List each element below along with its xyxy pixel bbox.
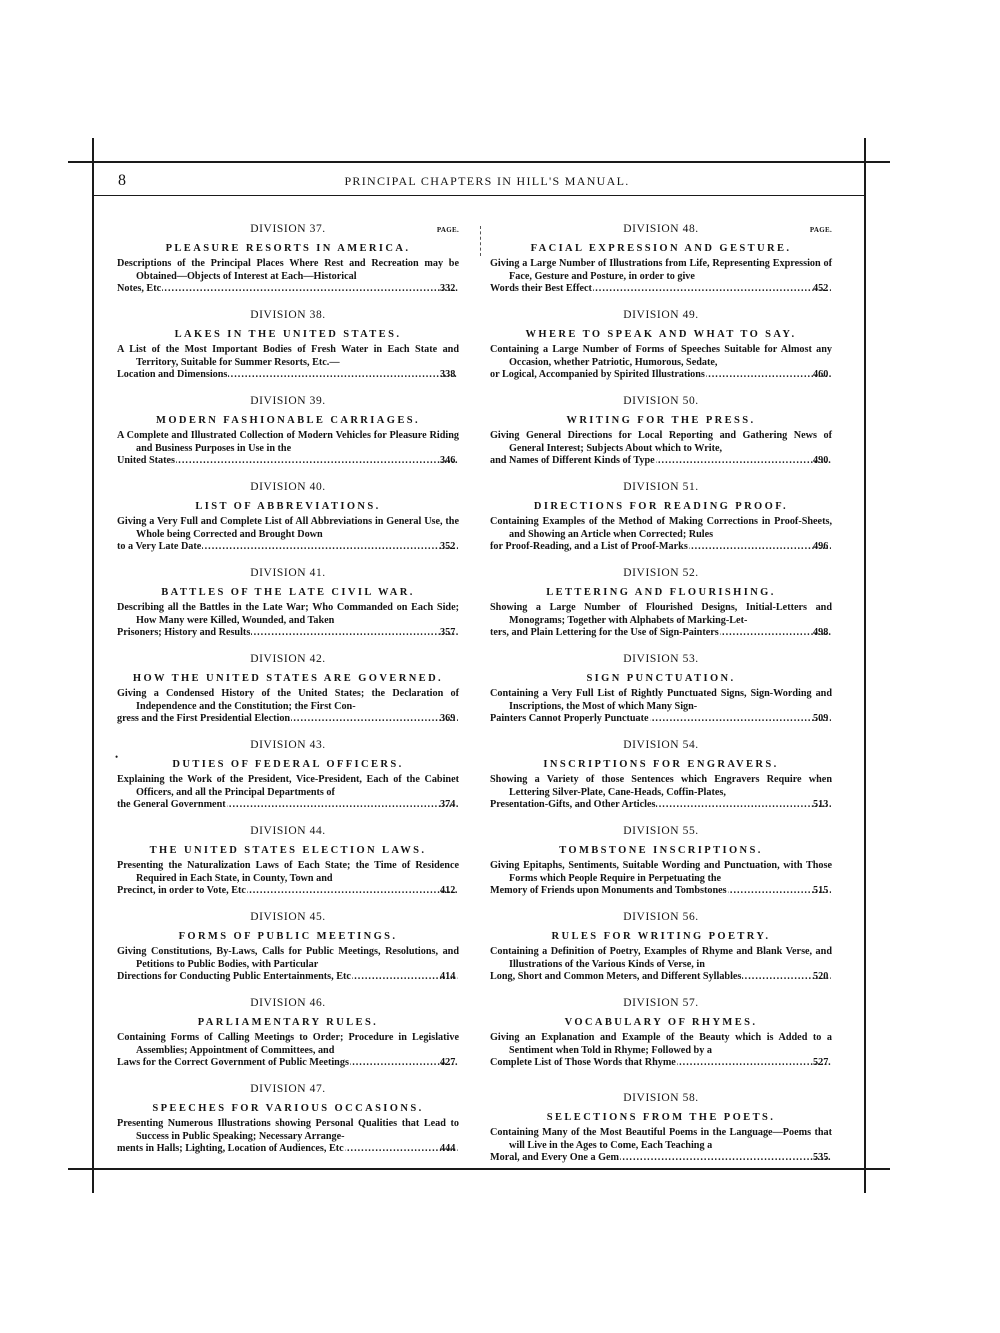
chapter-description	[117, 602, 459, 640]
toc-entry	[490, 996, 832, 1070]
dot-leader	[689, 541, 831, 554]
description-last-line: Location and Dimensions ..... 338	[136, 369, 459, 382]
description-final-words: Long, Short and Common Meters, and Different Syllables	[490, 971, 742, 983]
chapter-description	[490, 946, 832, 984]
toc-entry	[490, 824, 832, 898]
chapter-title: TOMBSTONE INSCRIPTIONS.	[559, 845, 763, 856]
chapter-description	[117, 774, 459, 812]
description-final-words: ments in Halls; Lighting, Location of Audiences, Etc	[117, 1143, 344, 1155]
description-text: Containing a Very Full List of Rightly Punctuated Signs, Sign-Wording and Inscriptions, the Most of which Many Sign-	[490, 688, 832, 712]
division-label: DIVISION 46.	[250, 997, 326, 1009]
chapter-title: PLEASURE RESORTS IN AMERICA.	[165, 243, 411, 254]
division-number	[490, 394, 832, 408]
description-text: Containing Forms of Calling Meetings to Order; Procedure in Legislative Assemblies; Appointment of Committees, and	[117, 1032, 459, 1056]
dot-leader	[176, 455, 458, 468]
division-label: DIVISION 48.	[623, 223, 699, 235]
description-last-line: Moral, and Every One a Gem ..... 535	[509, 1152, 832, 1165]
description-text: A Complete and Illustrated Collection of Modern Vehicles for Pleasure Riding and Business Purposes in Use in the	[117, 430, 459, 454]
description-final-words: Words their Best Effect	[490, 283, 592, 295]
chapter-description	[117, 430, 459, 468]
stray-mark-icon: •	[115, 752, 119, 762]
description-final-words: United States	[117, 455, 176, 467]
description-last-line: ters, and Plain Lettering for the Use of Sign-Painters ..... 498	[509, 627, 832, 640]
description-text: Presenting the Naturalization Laws of Each State; the Time of Residence Required in Each State, in County, Town and	[117, 860, 459, 884]
chapter-description	[490, 516, 832, 554]
description-last-line: Long, Short and Common Meters, and Different Syllables ..... 520	[509, 971, 832, 984]
dot-leader	[202, 541, 458, 554]
description-last-line: or Logical, Accompanied by Spirited Illustrations ..... 460	[509, 369, 832, 382]
division-number	[490, 910, 832, 924]
division-label: DIVISION 58.	[623, 1092, 699, 1104]
toc-entry	[490, 394, 832, 468]
chapter-title: WHERE TO SPEAK AND WHAT TO SAY.	[525, 329, 797, 340]
chapter-description	[490, 774, 832, 812]
division-label: DIVISION 44.	[250, 825, 326, 837]
division-number	[490, 308, 832, 322]
division-number	[117, 1082, 459, 1096]
bottom-border-rule	[68, 1168, 890, 1170]
top-border-rule	[68, 161, 890, 163]
chapter-description	[117, 1118, 459, 1156]
division-label: DIVISION 52.	[623, 567, 699, 579]
toc-entry	[117, 308, 459, 382]
toc-entry	[117, 480, 459, 554]
dot-leader	[656, 799, 831, 812]
description-text: Giving a Very Full and Complete List of All Abbreviations in General Use, the Whole being Corrected and Brought Down	[117, 516, 459, 540]
chapter-description	[117, 344, 459, 382]
column-divider	[480, 226, 481, 256]
chapter-description	[490, 602, 832, 640]
toc-entry	[490, 910, 832, 984]
chapter-description	[117, 946, 459, 984]
description-last-line: and Names of Different Kinds of Type ..... 490	[509, 455, 832, 468]
description-text: Containing a Large Number of Forms of Speeches Suitable for Almost any Occasion, whether Patriotic, Humorous, Sedate,	[490, 344, 832, 368]
description-last-line: Notes, Etc ..... 332	[136, 283, 459, 296]
description-last-line: Laws for the Correct Government of Public Meetings ..... 427	[136, 1057, 459, 1070]
dot-leader	[650, 713, 831, 726]
chapter-description	[117, 860, 459, 898]
dot-leader	[677, 1057, 831, 1070]
description-text: Giving a Condensed History of the United States; the Declaration of Independence and the Constitution; the First Con-	[117, 688, 459, 712]
chapter-description	[490, 430, 832, 468]
page-number: 8	[118, 172, 126, 189]
description-final-words: ters, and Plain Lettering for the Use of Sign-Painters	[490, 627, 719, 639]
chapter-title: FACIAL EXPRESSION AND GESTURE.	[530, 243, 792, 254]
division-number	[490, 222, 832, 236]
division-label: DIVISION 45.	[250, 911, 326, 923]
chapter-title: LETTERING AND FLOURISHING.	[546, 587, 776, 598]
toc-entry	[117, 996, 459, 1070]
description-final-words: Precinct, in order to Vote, Etc	[117, 885, 246, 897]
dot-leader	[620, 1152, 831, 1165]
page-column-label: PAGE.	[809, 226, 832, 234]
description-text: Containing a Definition of Poetry, Examples of Rhyme and Blank Verse, and Illustrations of the Various Kinds of Verse, in	[490, 946, 832, 970]
chapter-title: LIST OF ABBREVIATIONS.	[195, 501, 381, 512]
toc-entry	[490, 222, 832, 296]
chapter-description	[490, 1032, 832, 1070]
division-label: DIVISION 42.	[250, 653, 326, 665]
dot-leader	[291, 713, 458, 726]
dot-leader	[251, 627, 458, 640]
chapter-description	[490, 1127, 832, 1165]
division-label: DIVISION 47.	[250, 1083, 326, 1095]
division-number	[490, 1091, 832, 1105]
description-text: Giving Constitutions, By-Laws, Calls for Public Meetings, Resolutions, and Petitions to Public Bodies, with Particular	[117, 946, 459, 970]
description-final-words: Memory of Friends upon Monuments and Tombstones	[490, 885, 727, 897]
header-underline	[92, 195, 866, 196]
toc-entry	[117, 738, 459, 812]
chapter-title: DUTIES OF FEDERAL OFFICERS.	[172, 759, 404, 770]
division-label: DIVISION 57.	[623, 997, 699, 1009]
toc-entry	[490, 480, 832, 554]
description-final-words: Presentation-Gifts, and Other Articles	[490, 799, 656, 811]
division-number	[117, 652, 459, 666]
chapter-title: MODERN FASHIONABLE CARRIAGES.	[156, 415, 420, 426]
chapter-title: SPEECHES FOR VARIOUS OCCASIONS.	[152, 1103, 424, 1114]
division-label: DIVISION 56.	[623, 911, 699, 923]
chapter-title: PARLIAMENTARY RULES.	[197, 1017, 379, 1028]
description-last-line: for Proof-Reading, and a List of Proof-Marks ..... 496	[509, 541, 832, 554]
division-number	[490, 738, 832, 752]
description-last-line: Prisoners; History and Results ..... 357	[136, 627, 459, 640]
chapter-title: THE UNITED STATES ELECTION LAWS.	[149, 845, 427, 856]
division-number	[490, 566, 832, 580]
description-last-line: United States ..... 346	[136, 455, 459, 468]
description-final-words: and Names of Different Kinds of Type	[490, 455, 655, 467]
toc-entry	[490, 308, 832, 382]
right-border-rule	[864, 138, 866, 1193]
division-number	[117, 824, 459, 838]
chapter-title: HOW THE UNITED STATES ARE GOVERNED.	[132, 673, 444, 684]
division-label: DIVISION 38.	[250, 309, 326, 321]
description-text: Showing a Variety of those Sentences which Engravers Require when Lettering Silver-Plate, Cane-Heads, Coffin-Plates,	[490, 774, 832, 798]
division-number	[117, 738, 459, 752]
description-final-words: Location and Dimensions	[117, 369, 228, 381]
description-final-words: Notes, Etc	[117, 283, 162, 295]
dot-leader	[247, 885, 458, 898]
toc-entry	[117, 222, 459, 296]
division-label: DIVISION 39.	[250, 395, 326, 407]
description-last-line: Memory of Friends upon Monuments and Tombstones ..... 515	[509, 885, 832, 898]
description-last-line: to a Very Late Date ..... 352	[136, 541, 459, 554]
description-final-words: Moral, and Every One a Gem	[490, 1152, 620, 1164]
toc-entry	[117, 566, 459, 640]
division-number	[117, 480, 459, 494]
chapter-title: DIRECTIONS FOR READING PROOF.	[533, 501, 789, 512]
chapter-title: FORMS OF PUBLIC MEETINGS.	[178, 931, 398, 942]
description-text: Giving an Explanation and Example of the Beauty which is Added to a Sentiment when Told in Rhyme; Followed by a	[490, 1032, 832, 1056]
toc-entry	[117, 910, 459, 984]
chapter-description	[117, 516, 459, 554]
chapter-description	[490, 258, 832, 296]
dot-leader	[593, 283, 831, 296]
dot-leader	[656, 455, 831, 468]
description-last-line: ments in Halls; Lighting, Location of Audiences, Etc ..... 444	[136, 1143, 459, 1156]
chapter-title: WRITING FOR THE PRESS.	[566, 415, 756, 426]
division-label: DIVISION 49.	[623, 309, 699, 321]
division-label: DIVISION 37.	[250, 223, 326, 235]
division-label: DIVISION 54.	[623, 739, 699, 751]
division-number	[490, 652, 832, 666]
division-label: DIVISION 43.	[250, 739, 326, 751]
description-text: Showing a Large Number of Flourished Designs, Initial-Letters and Monograms; Together with Alphabets of Marking-Let-	[490, 602, 832, 626]
division-number	[490, 480, 832, 494]
chapter-title: SELECTIONS FROM THE POETS.	[546, 1112, 776, 1123]
description-final-words: gress and the First Presidential Election	[117, 713, 291, 725]
description-final-words: to a Very Late Date	[117, 541, 202, 553]
division-number	[117, 996, 459, 1010]
chapter-description	[490, 344, 832, 382]
description-last-line: the General Government ..... 374	[136, 799, 459, 812]
description-text: Giving Epitaphs, Sentiments, Suitable Wording and Punctuation, with Those Forms which People Require in Perpetuating the	[490, 860, 832, 884]
description-final-words: or Logical, Accompanied by Spirited Illustrations	[490, 369, 705, 381]
chapter-title: INSCRIPTIONS FOR ENGRAVERS.	[543, 759, 779, 770]
division-number	[490, 824, 832, 838]
description-final-words: Complete List of Those Words that Rhyme	[490, 1057, 676, 1069]
toc-entry	[117, 652, 459, 726]
division-number	[117, 222, 459, 236]
description-text: Explaining the Work of the President, Vice-President, Each of the Cabinet Officers, and all the Principal Departments of	[117, 774, 459, 798]
description-final-words: Directions for Conducting Public Entertainments, Etc	[117, 971, 351, 983]
toc-entry	[490, 652, 832, 726]
chapter-description	[117, 1032, 459, 1070]
dot-leader	[162, 283, 458, 296]
description-text: Giving a Large Number of Illustrations from Life, Representing Expression of Face, Gesture and Posture, in order to give	[490, 258, 832, 282]
description-text: Presenting Numerous Illustrations showing Personal Qualities that Lead to Success in Public Speaking; Necessary Arrange-	[117, 1118, 459, 1142]
description-text: A List of the Most Important Bodies of Fresh Water in Each State and Territory, Suitable for Summer Resorts, Etc.—	[117, 344, 459, 368]
dot-leader	[227, 799, 458, 812]
description-text: Containing Examples of the Method of Making Corrections in Proof-Sheets, and Showing an Article when Corrected; Rules	[490, 516, 832, 540]
description-text: Containing Many of the Most Beautiful Poems in the Language—Poems that will Live in the Ages to Come, Each Teaching a	[490, 1127, 832, 1151]
page-column-label: PAGE.	[436, 226, 459, 234]
description-last-line: Words their Best Effect ..... 452	[509, 283, 832, 296]
chapter-description	[490, 860, 832, 898]
toc-entry	[117, 394, 459, 468]
left-border-rule	[92, 138, 94, 1193]
description-text: Giving General Directions for Local Reporting and Gathering News of General Interest; Subjects About which to Write,	[490, 430, 832, 454]
division-label: DIVISION 55.	[623, 825, 699, 837]
description-last-line: Complete List of Those Words that Rhyme ..... 527	[509, 1057, 832, 1070]
running-head: PRINCIPAL CHAPTERS IN HILL'S MANUAL.	[344, 174, 630, 188]
division-number	[490, 996, 832, 1010]
description-last-line: gress and the First Presidential Election ..... 369	[136, 713, 459, 726]
chapter-title: SIGN PUNCTUATION.	[586, 673, 736, 684]
description-final-words: for Proof-Reading, and a List of Proof-Marks	[490, 541, 688, 553]
division-label: DIVISION 41.	[250, 567, 326, 579]
division-number	[117, 910, 459, 924]
page-header	[118, 172, 856, 192]
toc-entry	[490, 1091, 832, 1165]
description-text: Describing all the Battles in the Late War; Who Commanded on Each Side; How Many were Killed, Wounded, and Taken	[117, 602, 459, 626]
chapter-title: LAKES IN THE UNITED STATES.	[174, 329, 402, 340]
dot-leader	[228, 369, 458, 382]
chapter-description	[490, 688, 832, 726]
division-number	[117, 566, 459, 580]
division-label: DIVISION 51.	[623, 481, 699, 493]
toc-entry	[117, 824, 459, 898]
division-label: DIVISION 50.	[623, 395, 699, 407]
chapter-title: VOCABULARY OF RHYMES.	[564, 1017, 758, 1028]
division-number	[117, 308, 459, 322]
toc-entry	[117, 1082, 459, 1156]
description-final-words: Prisoners; History and Results	[117, 627, 251, 639]
division-number	[117, 394, 459, 408]
chapter-title: BATTLES OF THE LATE CIVIL WAR.	[161, 587, 415, 598]
chapter-description	[117, 258, 459, 296]
description-final-words: Laws for the Correct Government of Public Meetings	[117, 1057, 349, 1069]
description-final-words: Painters Cannot Properly Punctuate	[490, 713, 649, 725]
description-last-line: Presentation-Gifts, and Other Articles ..... 513	[509, 799, 832, 812]
description-last-line: Directions for Conducting Public Entertainments, Etc ..... 414	[136, 971, 459, 984]
chapter-description	[117, 688, 459, 726]
toc-entry	[490, 566, 832, 640]
description-last-line: Painters Cannot Properly Punctuate ..... 509	[509, 713, 832, 726]
division-label: DIVISION 40.	[250, 481, 326, 493]
description-text: Descriptions of the Principal Places Where Rest and Recreation may be Obtained—Objects of Interest at Each—Historical	[117, 258, 459, 282]
description-final-words: the General Government	[117, 799, 226, 811]
description-last-line: Precinct, in order to Vote, Etc ..... 412	[136, 885, 459, 898]
chapter-title: RULES FOR WRITING POETRY.	[551, 931, 771, 942]
toc-entry	[490, 738, 832, 812]
division-label: DIVISION 53.	[623, 653, 699, 665]
